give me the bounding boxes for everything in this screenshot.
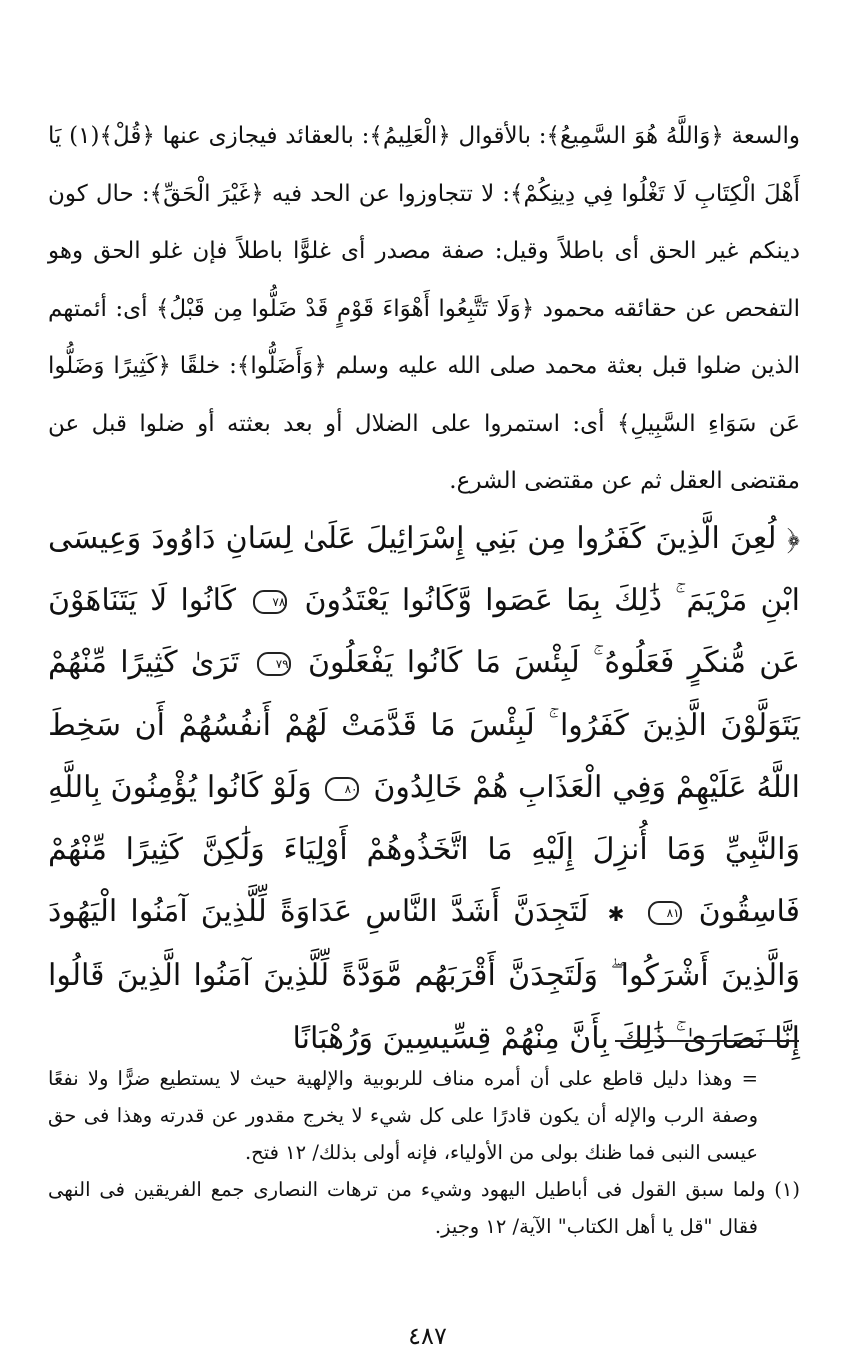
footnote-1: (١) ولما سبق القول فى أباطيل اليهود وشيء من ترهات النصارى جمع الفريقين فى النهى فقال "قل يا أهل الكتاب" الآية/ ١٢ وجيز. [48,1178,800,1238]
quran-verses [48,508,800,1070]
verse-text: لَتَجِدَنَّ أَشَدَّ النَّاسِ عَدَاوَةً لِّلَّذِينَ آمَنُوا الْيَهُودَ وَالَّذِينَ أَشْرَكُوا ۖ وَلَتَجِدَنَّ أَقْرَبَهُم مَّوَدَّةً لِّلَّذِينَ آمَنُوا الَّذِينَ قَالُوا إِنَّا نَصَارَىٰ ۚ ذَٰلِكَ بِأَنَّ مِنْهُمْ قِسِّيسِينَ وَرُهْبَانًا [48,894,800,1056]
verse-text: ﴿ لُعِنَ الَّذِينَ كَفَرُوا مِن بَنِي إِسْرَائِيلَ عَلَىٰ لِسَانِ دَاوُودَ وَعِيسَى ابْنِ مَرْيَمَ ۚ ذَٰلِكَ بِمَا عَصَوا وَّكَانُوا يَعْتَدُونَ [48,521,800,619]
tafsir-commentary [48,108,800,511]
ayah-number-marker: ٨٠ [325,777,359,801]
hizb-marker-icon: ✱ [607,902,625,927]
footnote-continuation: = وهذا دليل قاطع على أن أمره مناف للربوبية والإلهية حيث لا يستطيع ضرًّا ولا نفعًا وصفة الرب والإله أن يكون قادرًا على كل شيء لا يخرج مقدور عن قدرته وهذا فى حق عيسى النبى فما ظنك بولى من الأولياء، فإنه أولى بذلك/ ١٢ فتح. [48,1067,758,1164]
footnote-separator [615,1040,799,1042]
quran-paragraph [48,508,800,1070]
verse-text: وَلَوْ كَانُوا يُؤْمِنُونَ بِاللَّهِ وَالنَّبِيِّ وَمَا أُنزِلَ إِلَيْهِ مَا اتَّخَذُوهُمْ أَوْلِيَاءَ وَلَٰكِنَّ كَثِيرًا مِّنْهُمْ فَاسِقُونَ [48,769,800,930]
ayah-number-marker: ٧٩ [257,652,291,676]
page-number: ٤٨٧ [408,1322,447,1350]
ayah-number-marker: ٨١ [648,901,682,925]
footnotes [48,1060,800,1245]
verse-text: كَانُوا لَا يَتَنَاهَوْنَ عَن مُّنكَرٍ فَعَلُوهُ ۚ لَبِئْسَ مَا كَانُوا يَفْعَلُونَ [48,583,800,681]
commentary-paragraph: والسعة ﴿وَاللَّهُ هُوَ السَّمِيعُ﴾: بالأقوال ﴿الْعَلِيمُ﴾: بالعقائد فيجازى عنها ﴿قُلْ﴾(١) يَا أَهْلَ الْكِتَابِ لَا تَغْلُوا فِي دِينِكُمْ﴾: لا تتجاوزوا عن الحد فيه ﴿غَيْرَ الْحَقِّ﴾: حال كون دينكم غير الحق أى باطلاً وقيل: صفة مصدر أى غلوًّا باطلاً فإن غلو الحق وهو التفحص عن حقائقه محمود ﴿وَلَا تَتَّبِعُوا أَهْوَاءَ قَوْمٍ قَدْ ضَلُّوا مِن قَبْلُ﴾ أى: أئمتهم الذين ضلوا قبل بعثة محمد صلى الله عليه وسلم ﴿وَأَضَلُّوا﴾: خلقًا ﴿كَثِيرًا وَضَلُّوا عَن سَوَاءِ السَّبِيلِ﴾ أى: استمروا على الضلال أو بعد بعثته أو ضلوا قبل عن مقتضى العقل ثم عن مقتضى الشرع. [48,123,800,494]
ayah-number-marker: ٧٨ [253,590,287,614]
verse-text: تَرَىٰ كَثِيرًا مِّنْهُمْ يَتَوَلَّوْنَ الَّذِينَ كَفَرُوا ۚ لَبِئْسَ مَا قَدَّمَتْ لَهُمْ أَنفُسُهُمْ أَن سَخِطَ اللَّهُ عَلَيْهِمْ وَفِي الْعَذَابِ هُمْ خَالِدُونَ [48,645,800,805]
